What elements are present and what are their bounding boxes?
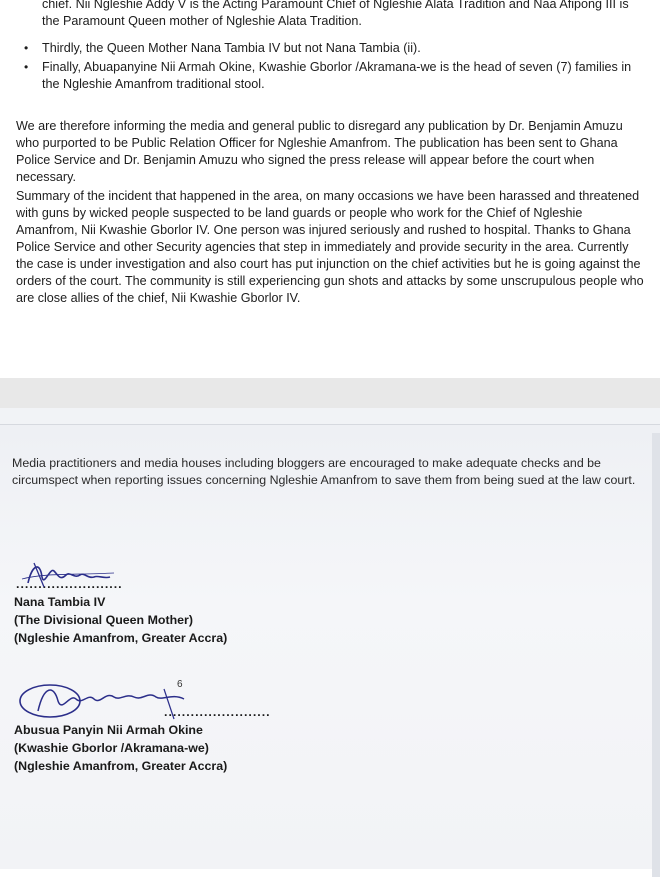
list-item xyxy=(22,59,642,93)
bullet-icon: • xyxy=(24,41,29,55)
signature-scribble-icon xyxy=(14,557,204,591)
media-advisory-paragraph: Media practitioners and media houses including bloggers are encouraged to make adequate checks and be circumspect when reporting issues concerning Ngleshie Amanfrom to save them from being sued at the law court. xyxy=(12,456,636,487)
signatory-title: (Kwashie Gborlor /Akramana-we) xyxy=(14,741,209,755)
list-item xyxy=(22,40,642,57)
bullet-text: Thirdly, the Queen Mother Nana Tambia IV but not Nana Tambia (ii). xyxy=(42,41,421,55)
signature-dotted-line: ........................ xyxy=(16,577,123,591)
signature-dotted-line: ........................ xyxy=(164,705,271,719)
paper-fold-shadow xyxy=(652,433,660,877)
signature-block-abusua-panyin xyxy=(14,691,271,775)
document-page-top xyxy=(0,0,660,378)
page-separator xyxy=(0,378,660,408)
page-number: 6 xyxy=(177,679,183,690)
scanned-paper xyxy=(0,424,660,869)
bullet-list xyxy=(22,40,642,95)
signature-scribble-icon xyxy=(14,679,214,729)
bullet-icon: • xyxy=(24,60,29,74)
disregard-publication-paragraph: We are therefore informing the media and general public to disregard any publication by Dr. Benjamin Amuzu who purported to be Public Relation Officer for Ngleshie Amanfrom. The publication has been sent to Ghana Police Service and Dr. Benjamin Amuzu who signed the press release will appear before the court when necessary. xyxy=(16,119,623,184)
signatory-name: Nana Tambia IV xyxy=(14,595,106,609)
bullet-text: Finally, Abuapanyine Nii Armah Okine, Kwashie Gborlor /Akramana-we is the head of seven (7) families in the Ngleshie Amanfrom traditional stool. xyxy=(42,60,632,91)
signature-block-queen-mother xyxy=(14,563,227,647)
bullet-continuation-text: chief. Nii Ngleshie Addy V is the Acting Paramount Chief of Ngleshie Alata Tradition and Naa Afipong III is the Paramount Queen mother of Ngleshie Alata Tradition. xyxy=(42,0,629,28)
incident-summary-paragraph: Summary of the incident that happened in the area, on many occasions we have been harassed and threatened with guns by wicked people suspected to be land guards or people who work for the Chief of Ngleshie Amanfrom, Nii Kwashie Gborlor IV. One person was injured seriously and rushed to hospital. Thanks to Ghana Police Service and other Security agencies that step in immediately and provide security in the area. Currently the case is under investigation and also court has put injunction on the chief activities but he is going against the orders of the court. The community is still experiencing gun shots and attacks by some unscrupulous people who are close allies of the chief, Nii Kwashie Gborlor IV. xyxy=(16,189,644,305)
document-page-bottom xyxy=(0,408,660,868)
signatory-location: (Ngleshie Amanfrom, Greater Accra) xyxy=(14,631,228,645)
signatory-title: (The Divisional Queen Mother) xyxy=(14,613,193,627)
signatory-location: (Ngleshie Amanfrom, Greater Accra) xyxy=(14,759,228,773)
signatory-name: Abusua Panyin Nii Armah Okine xyxy=(14,723,203,737)
